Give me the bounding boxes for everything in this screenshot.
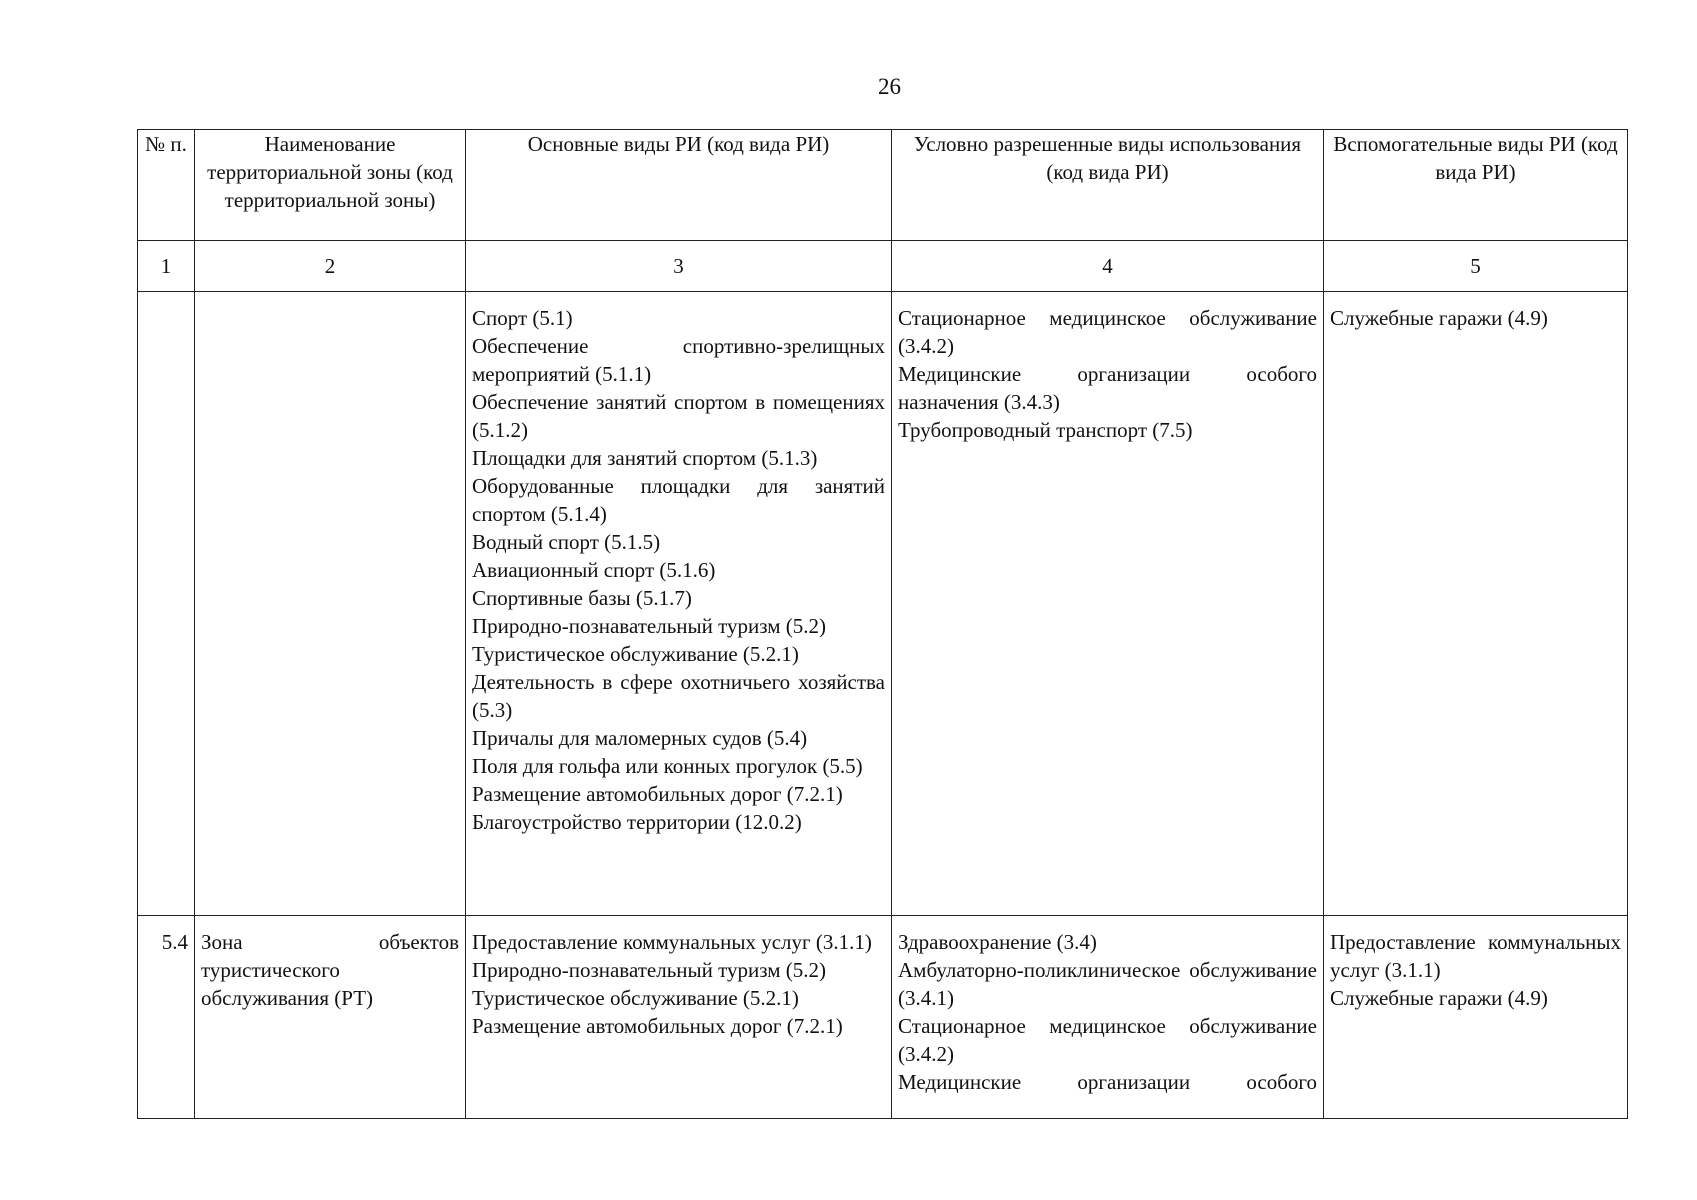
column-number: 2 [195,241,466,292]
use-item: Медицинские организации особого назначения (3.4.3) [898,362,1317,414]
use-item: Служебные гаражи (4.9) [1330,986,1548,1010]
use-item: Благоустройство территории (12.0.2) [472,810,802,834]
zone-name [195,916,466,1119]
main-uses-cell [466,916,892,1119]
use-item: Амбулаторно-поликлиническое обслуживание (3.4.1) [898,958,1317,1010]
use-item: Обеспечение спортивно-зрелищных мероприятий (5.1.1) [472,334,885,386]
use-item: Туристическое обслуживание (5.2.1) [472,986,799,1010]
use-item: Туристическое обслуживание (5.2.1) [472,642,799,666]
column-number: 4 [892,241,1324,292]
use-item: Причалы для маломерных судов (5.4) [472,726,808,750]
header-main-uses: Основные виды РИ (код вида РИ) [466,130,892,241]
header-auxiliary-uses: Вспомогательные виды РИ (код вида РИ) [1324,130,1628,241]
use-item: Здравоохранение (3.4) [898,930,1097,954]
column-number: 3 [466,241,892,292]
use-item: Медицинские организации особого [898,1070,1317,1094]
use-item: Размещение автомобильных дорог (7.2.1) [472,782,843,806]
use-item: Водный спорт (5.1.5) [472,530,661,554]
table-row [138,292,1628,916]
use-item: Оборудованные площадки для занятий спортом (5.1.4) [472,474,885,526]
zones-table [137,129,1628,1119]
row-number [138,292,195,916]
use-item: Служебные гаражи (4.9) [1330,306,1548,330]
row-number: 5.4 [138,916,195,1119]
use-item: Природно-познавательный туризм (5.2) [472,958,827,982]
use-item: Площадки для занятий спортом (5.1.3) [472,446,818,470]
conditional-uses-cell [892,916,1324,1119]
use-item: Деятельность в сфере охотничьего хозяйства (5.3) [472,670,885,722]
column-number: 5 [1324,241,1628,292]
page-number: 26 [878,74,901,99]
main-uses-cell [466,292,892,916]
use-item: Предоставление коммунальных услуг (3.1.1) [1330,930,1621,982]
zone-name-text: Зона объектов туристического обслуживания (РТ) [201,930,459,1010]
use-item: Поля для гольфа или конных прогулок (5.5) [472,754,863,778]
column-number: 1 [138,241,195,292]
use-item: Спортивные базы (5.1.7) [472,586,692,610]
use-item: Размещение автомобильных дорог (7.2.1) [472,1014,843,1038]
use-item: Предоставление коммунальных услуг (3.1.1) [472,930,872,954]
use-item: Трубопроводный транспорт (7.5) [898,418,1193,442]
conditional-uses-cell [892,292,1324,916]
auxiliary-uses-cell [1324,916,1628,1119]
table-row [138,916,1628,1119]
use-item: Стационарное медицинское обслуживание (3.4.2) [898,306,1317,358]
use-item: Стационарное медицинское обслуживание (3.4.2) [898,1014,1317,1066]
header-conditional-uses: Условно разрешенные виды использования (код вида РИ) [892,130,1324,241]
header-zone-name: Наименование территориальной зоны (код территориальной зоны) [195,130,466,241]
zone-name [195,292,466,916]
auxiliary-uses-cell [1324,292,1628,916]
use-item: Спорт (5.1) [472,306,573,330]
header-number: № п. [138,130,195,241]
column-numbers-row [138,241,1628,292]
header-row [138,130,1628,241]
use-item: Авиационный спорт (5.1.6) [472,558,716,582]
use-item: Природно-познавательный туризм (5.2) [472,614,827,638]
use-item: Обеспечение занятий спортом в помещениях (5.1.2) [472,390,885,442]
